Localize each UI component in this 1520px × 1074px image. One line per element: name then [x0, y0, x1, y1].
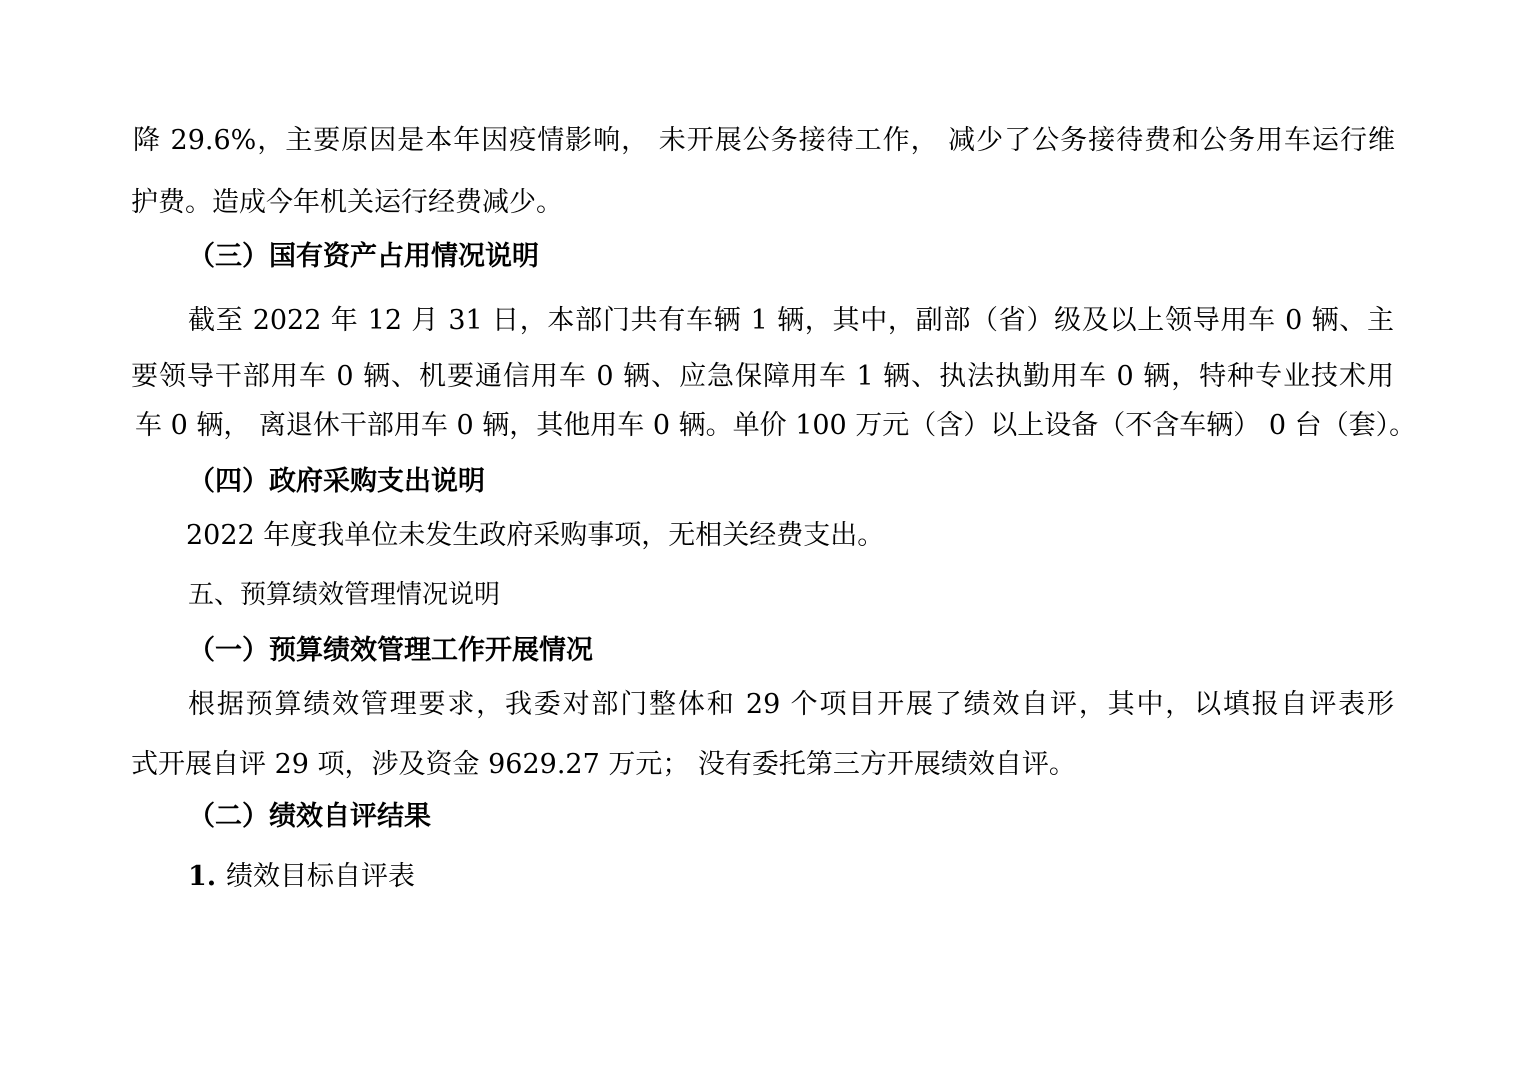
para-performance-line-1: 根据预算绩效管理要求，我委对部门整体和 29 个项目开展了绩效自评，其中，以填报自评表形 — [188, 689, 1394, 720]
para-performance-line-2: 式开展自评 29 项，涉及资金 9629.27 万元； 没有委托第三方开展绩效自评。 — [131, 749, 1076, 780]
para-procurement: 2022 年度我单位未发生政府采购事项，无相关经费支出。 — [186, 520, 885, 551]
heading-performance-work: （一）预算绩效管理工作开展情况 — [188, 635, 593, 666]
para-public-expense-line-1: 降 29.6%，主要原因是本年因疫情影响， 未开展公务接待工作， 减少了公务接待费和公务用车运行维 — [133, 125, 1395, 156]
section-five-title: 五、预算绩效管理情况说明 — [188, 580, 501, 610]
heading-government-procurement: （四）政府采购支出说明 — [188, 466, 485, 497]
list-item-number: 1. — [188, 861, 217, 892]
para-assets-line-3: 车 0 辆， 离退休干部用车 0 辆，其他用车 0 辆。单价 100 万元（含）以上设备（不含车辆） 0 台（套）。 — [135, 410, 1417, 441]
para-assets-line-1: 截至 2022 年 12 月 31 日，本部门共有车辆 1 辆，其中，副部（省）级及以上领导用车 0 辆、主 — [188, 305, 1394, 336]
heading-state-assets: （三）国有资产占用情况说明 — [188, 241, 539, 272]
heading-self-evaluation-results: （二）绩效自评结果 — [188, 801, 431, 832]
para-public-expense-line-2: 护费。造成今年机关运行经费减少。 — [131, 187, 563, 218]
list-item-label: 绩效目标自评表 — [226, 861, 415, 892]
para-assets-line-2: 要领导干部用车 0 辆、机要通信用车 0 辆、应急保障用车 1 辆、执法执勤用车 0 辆，特种专业技术用 — [131, 361, 1394, 392]
